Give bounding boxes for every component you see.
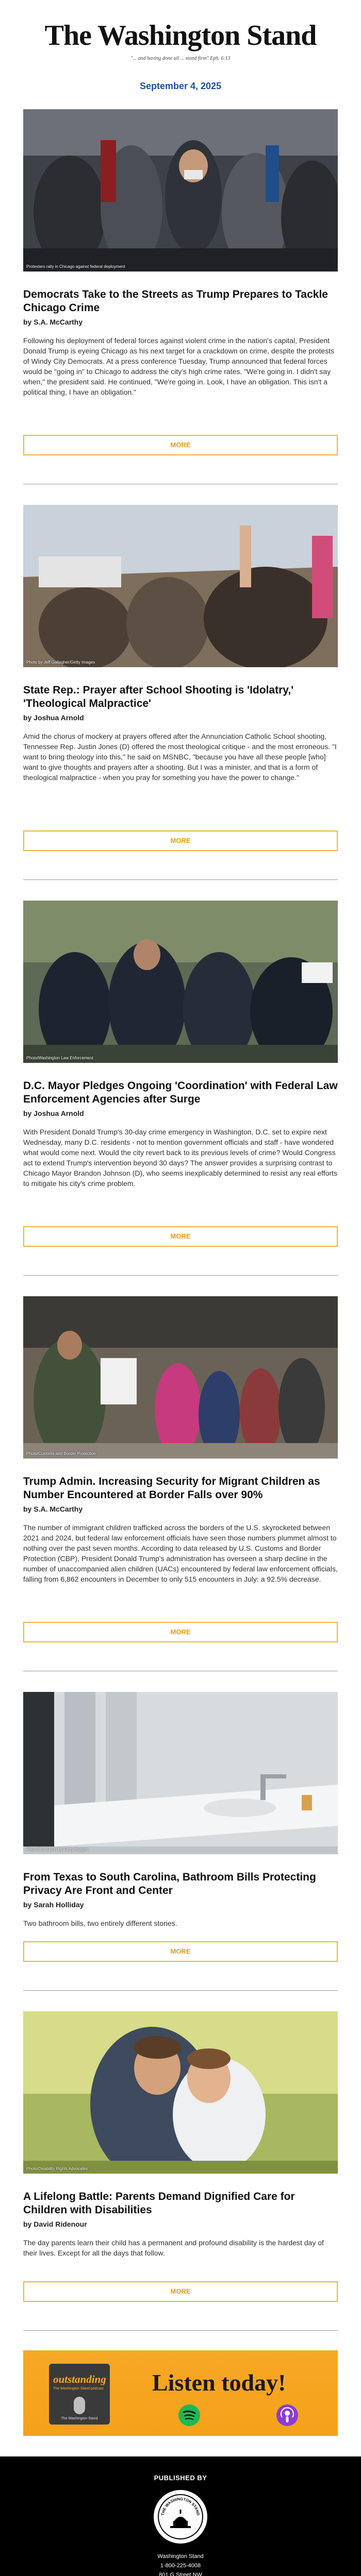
footer <box>0 2456 361 2576</box>
more-button[interactable]: MORE <box>23 435 338 455</box>
article-image[interactable] <box>23 109 338 272</box>
published-by-label: PUBLISHED BY <box>154 2474 207 2482</box>
capitol-dome-icon <box>159 2495 202 2538</box>
microphone-icon <box>74 2397 85 2414</box>
article-card <box>23 2011 338 2331</box>
article-headline[interactable]: Democrats Take to the Streets as Trump Prepares to Tackle Chicago Crime <box>23 289 328 314</box>
section-divider <box>23 1990 338 1991</box>
image-caption: Photo/Illustration by Getty Images <box>26 1847 89 1852</box>
article-byline: by Sarah Holliday <box>23 1901 84 1909</box>
article-byline: by Joshua Arnold <box>23 714 84 722</box>
podcast-brand: outstanding <box>53 2373 106 2385</box>
article-headline[interactable]: Trump Admin. Increasing Security for Migrant Children as Number Encountered at Border Falls over 90% <box>23 1476 320 1501</box>
seal-text: THE WASHINGTON STAND <box>160 2496 201 2516</box>
address-block <box>0 2552 361 2576</box>
article-summary: Amid the chorus of mockery at prayers offered after the Annunciation Catholic School shooting, Tennessee Rep. Justin Jones (D) offered the most theological critique - and the most erroneous. "I want to bring theology into this," he said on MSNBC, "because you have all these people [who] want to give thoughts and prayers after a shooting. But I was a minister, and that is a form of theological malpractice - when you pray for something you have the power to change." <box>23 732 337 782</box>
article-summary: With President Donald Trump's 30-day crime emergency in Washington, D.C. set to expire next Wednesday, many D.C. residents - not to mention government officials and staff - have wondered what would come next. Would the city revert back to its previous levels of crime? Would Congress act to extend Trump's intervention beyond 30 days? The answer provides a surprising contrast to Chicago Mayor Brandon Johnson (D), who seems inexplicably determined to resist any real efforts to mitigate his city's crime problem. <box>23 1128 338 1188</box>
article-byline: by David Ridenour <box>23 2220 87 2228</box>
section-divider <box>23 1275 338 1276</box>
article-headline[interactable]: A Lifelong Battle: Parents Demand Dignified Care for Children with Disabilities <box>23 2191 295 2216</box>
article-card <box>23 109 338 484</box>
section-divider <box>23 2330 338 2331</box>
more-button[interactable]: MORE <box>23 1226 338 1247</box>
more-button[interactable]: MORE <box>23 1622 338 1642</box>
article-headline[interactable]: State Rep.: Prayer after School Shooting is 'Idolatry,' 'Theological Malpractice' <box>23 684 294 709</box>
article-image[interactable] <box>23 505 338 667</box>
podcast-brand-sub: The Washington Stand podcast <box>53 2387 104 2391</box>
bathroom-photo <box>23 1692 338 1854</box>
site-logo[interactable]: The Washington Stand <box>44 20 317 52</box>
image-caption: Photo/Disability Rights Advocates <box>26 2166 88 2171</box>
article-summary: Following his deployment of federal forces against violent crime in the nation's capital, President Donald Trump is eyeing Chicago as his next target for a crackdown on crime, despite the protests of Windy City Democrats. At a press conference Tuesday, Trump announced that federal forces would be "going in" to Chicago to address the city's high crime rates. "We're going in. I didn't say when," the president said. He continued, "We're going in. Look, I have an obligation. This isn't a political thing, I have an obligation." <box>23 336 335 396</box>
article-byline: by S.A. McCarthy <box>23 318 83 326</box>
article-byline: by Joshua Arnold <box>23 1109 84 1117</box>
more-button[interactable]: MORE <box>23 831 338 851</box>
image-caption: Photo/Washington Law Enforcement <box>26 1056 93 1060</box>
article-summary: The day parents learn their child has a permanent and profound disability is the hardest day of their lives. Except for all the days that follow. <box>23 2239 324 2257</box>
org-name: Washington Stand <box>157 2553 204 2560</box>
section-divider <box>23 879 338 880</box>
police-photo <box>23 901 338 1063</box>
article-byline: by S.A. McCarthy <box>23 1505 83 1513</box>
article-card <box>23 505 338 880</box>
border-photo <box>23 1296 338 1459</box>
article-image[interactable] <box>23 1296 338 1459</box>
article-card <box>23 901 338 1276</box>
article-image[interactable] <box>23 1692 338 1854</box>
masthead <box>0 0 361 92</box>
podcast-cta[interactable]: Listen today! <box>152 2369 286 2396</box>
protest-photo <box>23 109 338 272</box>
org-seal[interactable] <box>154 2490 207 2544</box>
podcast-cover-footer: The Washington Stand <box>61 2417 98 2420</box>
article-headline[interactable]: From Texas to South Carolina, Bathroom Bills Protecting Privacy Are Front and Center <box>23 1871 316 1896</box>
podcast-cover <box>49 2364 110 2425</box>
more-button[interactable]: MORE <box>23 1941 338 1962</box>
spotify-icon[interactable] <box>178 2404 201 2427</box>
apple-podcasts-icon[interactable] <box>276 2404 299 2427</box>
issue-date: September 4, 2025 <box>139 81 222 91</box>
family-photo <box>23 2011 338 2174</box>
image-caption: Photo/Customs and Border Protection <box>26 1451 96 1456</box>
article-summary: The number of immigrant children trafficked across the borders of the U.S. skyrocketed between 2021 and 2024, but federal law enforcement officials have seen those numbers plummet almost to nothing over the past seven months. According to data released by U.S. Customs and Border Protection (CBP), President Donald Trump's administration has overseen a sharp decline in the number of unaccompanied alien children (UACs) encountered by federal law enforcement officials, falling from 6,862 encounters in December to only 515 encounters in July: a 92.5% decrease. <box>23 1523 338 1583</box>
image-caption: Protesters rally in Chicago against federal deployment <box>26 264 125 269</box>
org-phone[interactable]: 1-800-225-4008 <box>160 2563 201 2569</box>
seal-ring <box>158 2494 203 2539</box>
article-image[interactable] <box>23 901 338 1063</box>
article-headline[interactable]: D.C. Mayor Pledges Ongoing 'Coordination' with Federal Law Enforcement Agencies after Surge <box>23 1080 338 1105</box>
more-button[interactable]: MORE <box>23 2281 338 2302</box>
vigil-photo <box>23 505 338 667</box>
podcast-banner[interactable] <box>23 2350 338 2436</box>
org-street: 801 G Street NW <box>159 2572 202 2576</box>
tagline: "... and having done all ... stand firm" Eph. 6:13 <box>130 56 231 61</box>
image-caption: Photo by Jeff Gallagher/Getty Images <box>26 660 95 665</box>
article-summary: Two bathroom bills, two entirely different stories. <box>23 1919 177 1927</box>
article-image[interactable] <box>23 2011 338 2174</box>
article-card <box>23 1692 338 1991</box>
article-card <box>23 1296 338 1671</box>
